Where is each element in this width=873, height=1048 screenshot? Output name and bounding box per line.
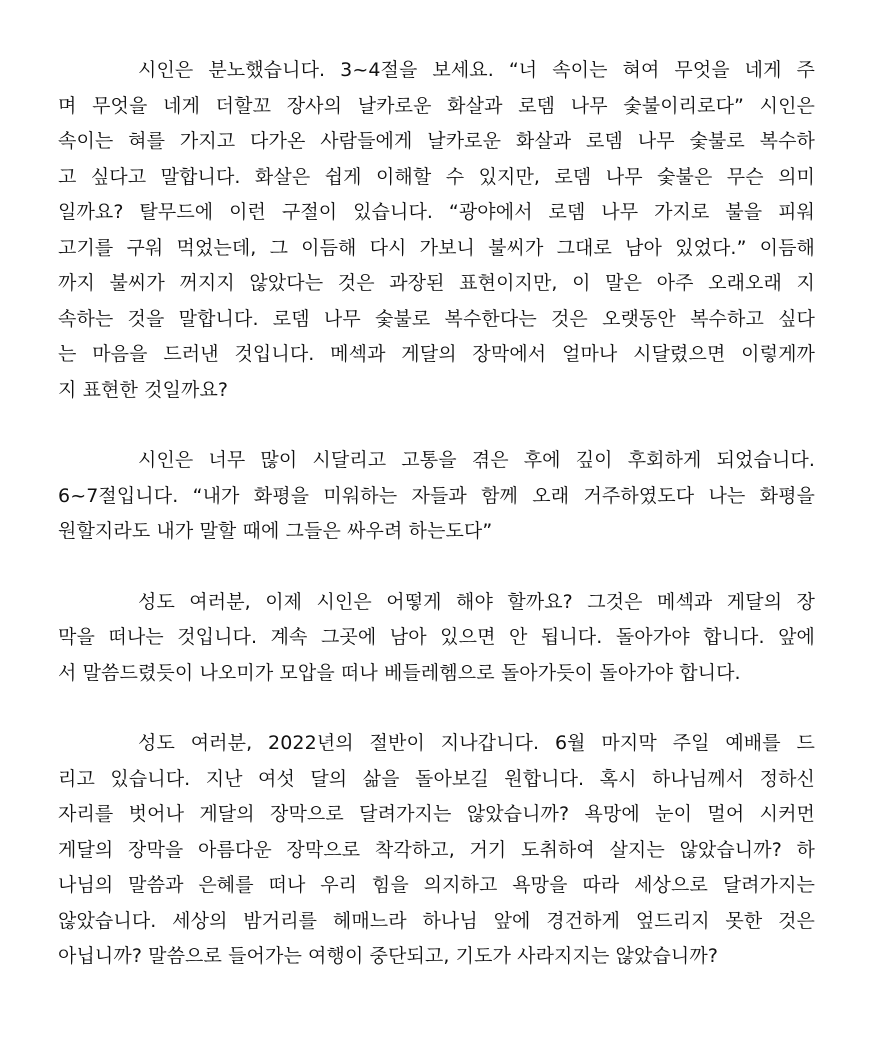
text-line: 서 말씀드렸듯이 나오미가 모압을 떠나 베들레헴으로 돌아가듯이 돌아가야 합니다.	[58, 661, 741, 684]
paragraph-1	[58, 53, 815, 408]
text-line: 원할지라도 내가 말할 때에 그들은 싸우려 하는도다”	[58, 520, 493, 542]
text-line: 자리를 벗어나 게달의 장막으로 달려가지는 않았습니까? 욕망에 눈이 멀어 시커먼	[58, 803, 815, 825]
text-line: 6~7절입니다. “내가 화평을 미워하는 자들과 함께 오래 거주하였도다 나는 화평을	[58, 484, 815, 507]
text-line: 리고 있습니다. 지난 여섯 달의 삶을 돌아보길 원합니다. 혹시 하나님께서 정하신	[58, 767, 815, 790]
text-line: 막을 떠나는 것입니다. 계속 그곳에 남아 있으면 안 됩니다. 돌아가야 합니다. 앞에	[58, 626, 815, 648]
text-line: 일까요? 탈무드에 이런 구절이 있습니다. “광야에서 로뎀 나무 가지로 불을 피워	[58, 201, 815, 223]
text-line: 시인은 너무 많이 시달리고 고통을 겪은 후에 깊이 후회하게 되었습니다.	[138, 449, 815, 471]
text-line: 성도 여러분, 이제 시인은 어떻게 해야 할까요? 그것은 메섹과 게달의 장	[138, 590, 815, 613]
paragraph-3	[58, 585, 815, 692]
text-line: 게달의 장막을 아름다운 장막으로 착각하고, 거기 도취하여 살지는 않았습니까? 하	[58, 838, 815, 861]
text-line: 고 싶다고 말합니다. 화살은 쉽게 이해할 수 있지만, 로뎀 나무 숯불은 무슨 의미	[58, 165, 815, 188]
paragraph-2	[58, 443, 815, 550]
text-line: 나님의 말씀과 은혜를 떠나 우리 힘을 의지하고 욕망을 따라 세상으로 달려가지는	[58, 874, 815, 896]
text-line: 성도 여러분, 2022년의 절반이 지나갑니다. 6월 마지막 주일 예배를 드	[138, 732, 815, 754]
text-line: 속하는 것을 말합니다. 로뎀 나무 숯불로 복수한다는 것은 오랫동안 복수하고 싶다	[58, 307, 815, 330]
text-line: 는 마음을 드러낸 것입니다. 메섹과 게달의 장막에서 얼마나 시달렸으면 이렇게까	[58, 343, 815, 365]
text-line: 아닙니까? 말씀으로 들어가는 여행이 중단되고, 기도가 사라지지는 않았습니까?	[58, 945, 719, 967]
text-line: 지 표현한 것일까요?	[58, 378, 229, 401]
text-line: 속이는 혀를 가지고 다가온 사람들에게 날카로운 화살과 로뎀 나무 숯불로 복수하	[58, 130, 815, 152]
text-line: 고기를 구워 먹었는데, 그 이듬해 다시 가보니 불씨가 그대로 남아 있었다.” 이듬해	[58, 236, 815, 259]
text-line: 시인은 분노했습니다. 3~4절을 보세요. “너 속이는 혀여 무엇을 네게 주	[138, 59, 815, 81]
text-line: 까지 불씨가 꺼지지 않았다는 것은 과장된 표현이지만, 이 말은 아주 오래오래 지	[58, 272, 815, 294]
text-line: 않았습니다. 세상의 밤거리를 헤매느라 하나님 앞에 경건하게 엎드리지 못한 것은	[58, 909, 815, 932]
paragraph-4	[58, 726, 815, 975]
text-line: 며 무엇을 네게 더할꼬 장사의 날카로운 화살과 로뎀 나무 숯불이리로다” 시인은	[58, 94, 815, 117]
